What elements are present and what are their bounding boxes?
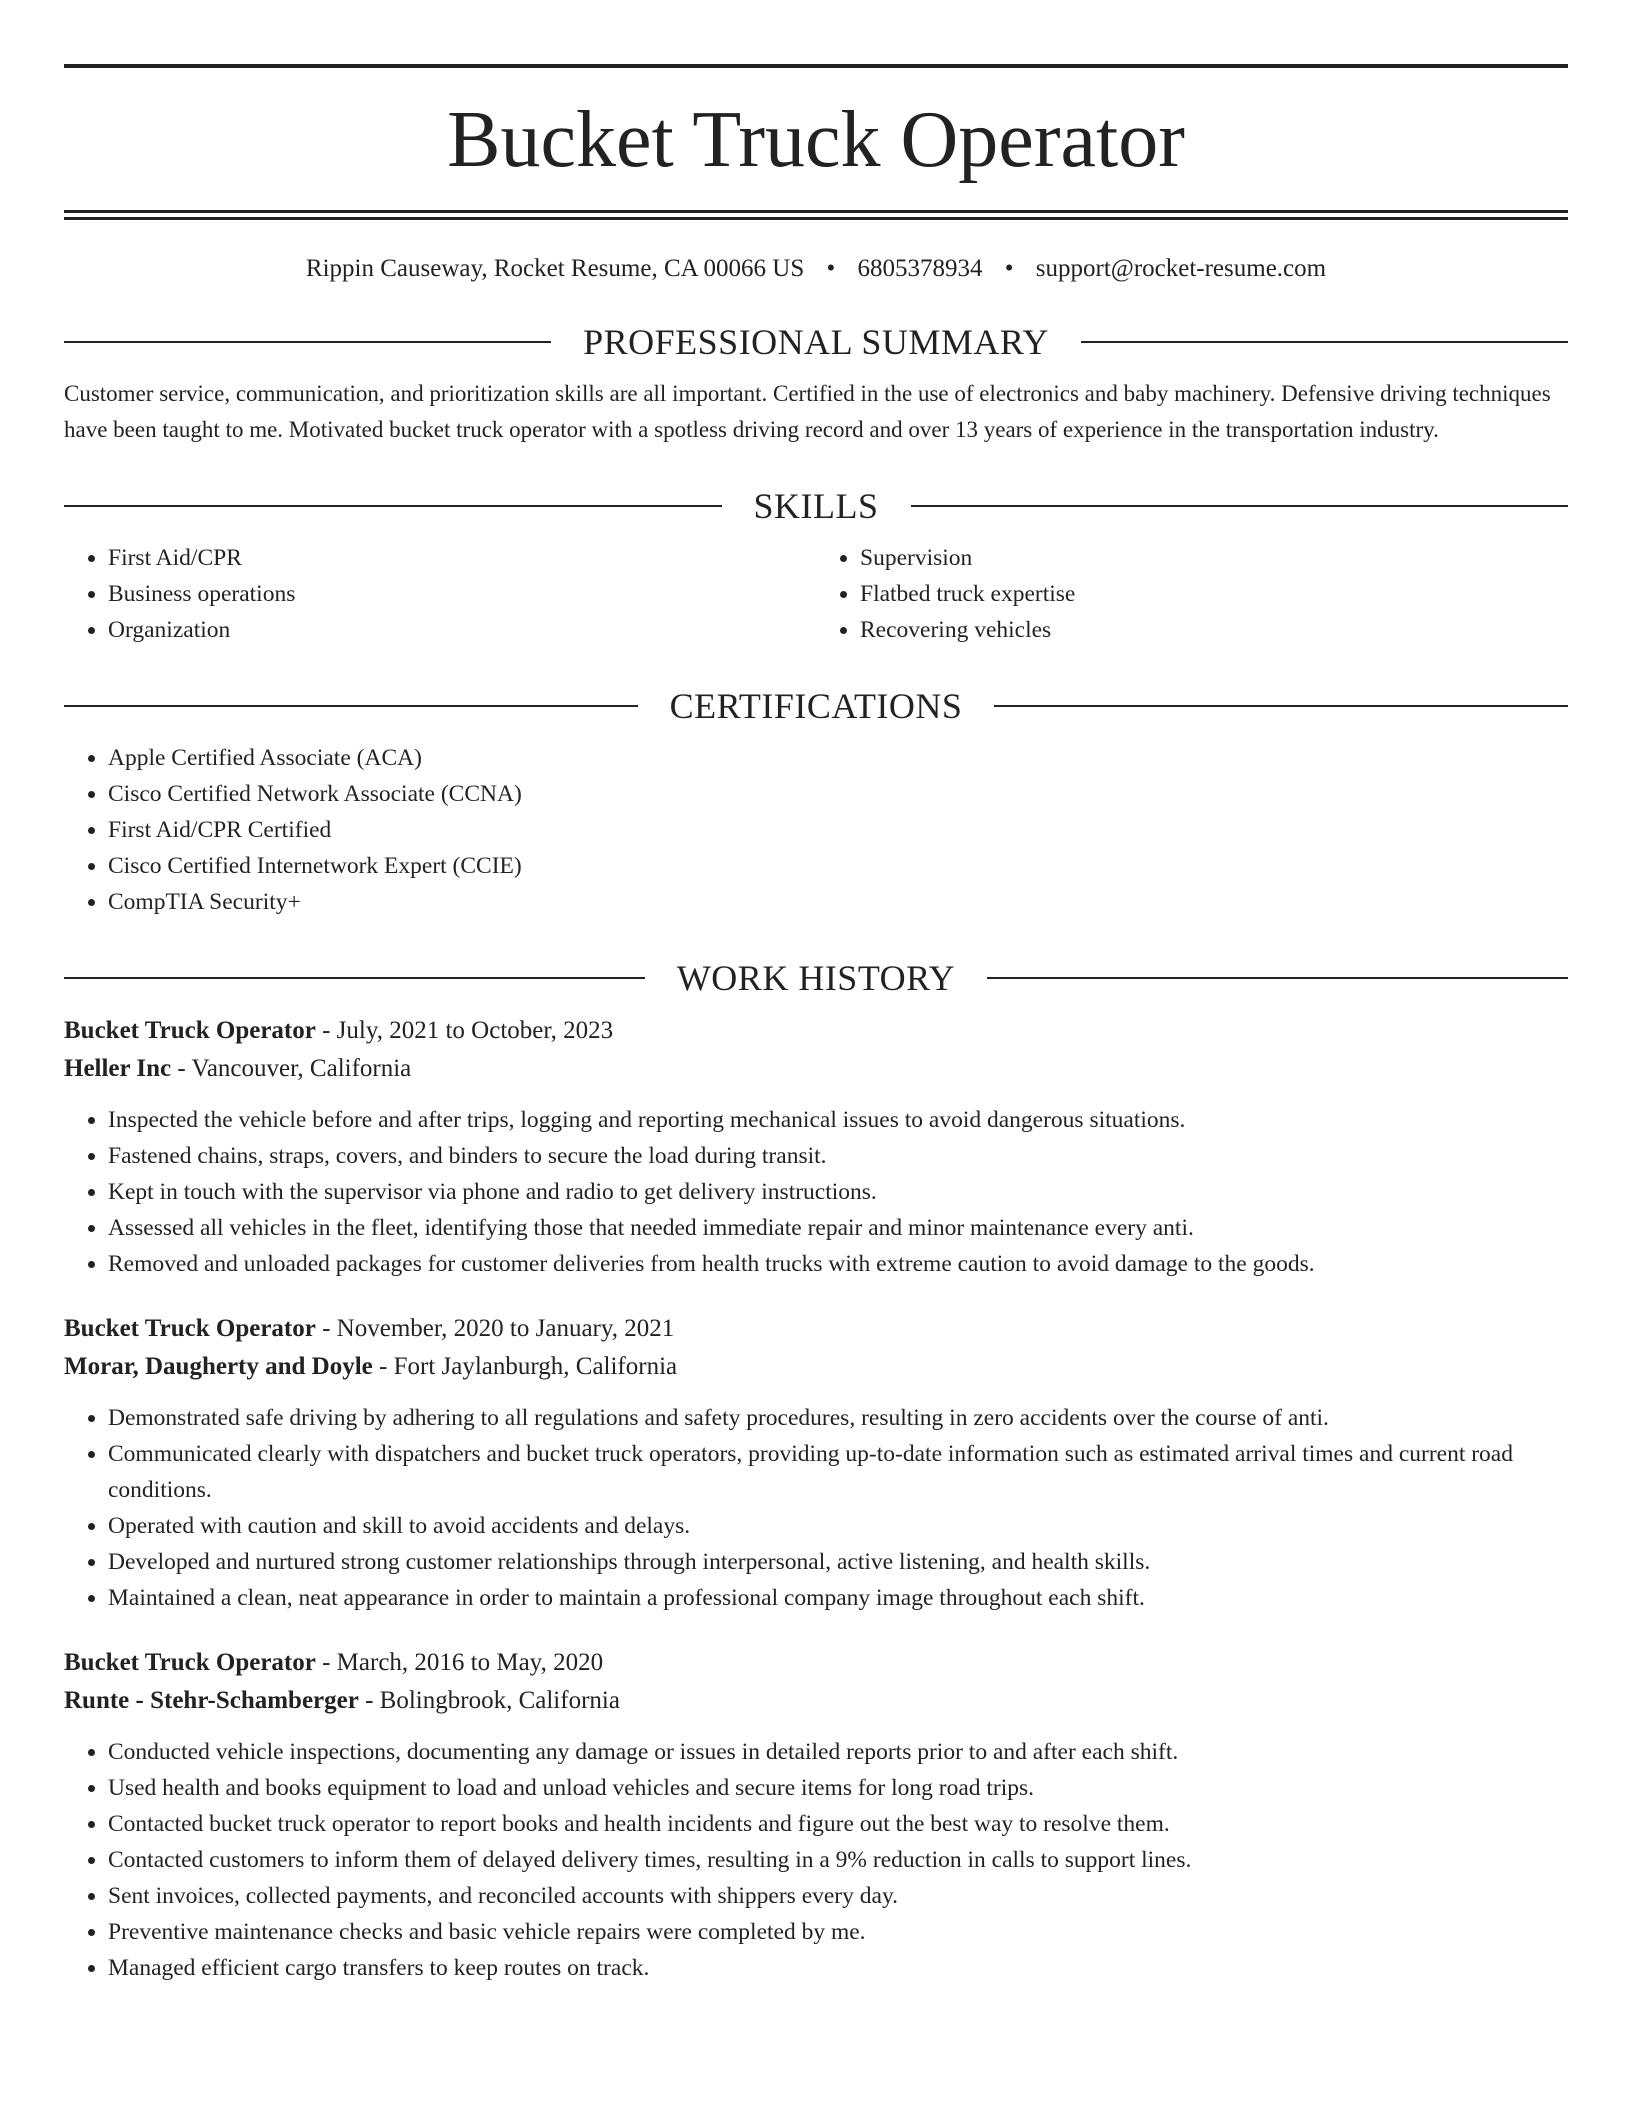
- summary-text: Customer service, communication, and prioritization skills are all important. Certified in the use of electronics and baby machinery. Defensive driving techniques have been taught to me. Motivated bucket truck operator with a spotless driving record and over 13 years of experience in the transportation industry.: [64, 381, 1551, 442]
- job-company: Morar, Daugherty and Doyle: [64, 1353, 373, 1380]
- certification-item: • Cisco Certified Network Associate (CCNA): [108, 776, 1568, 812]
- job-bullet: • Sent invoices, collected payments, and reconciled accounts with shippers every day.: [108, 1878, 1568, 1914]
- divider: [911, 505, 1569, 507]
- job-bullets: [64, 1734, 1568, 1986]
- job-bullet: • Demonstrated safe driving by adhering to all regulations and safety procedures, resulting in zero accidents over the course of anti.: [108, 1400, 1568, 1436]
- section-header-skills: [64, 488, 1568, 524]
- job-company: Runte - Stehr-Schamberger: [64, 1687, 359, 1714]
- certification-item: • First Aid/CPR Certified: [108, 812, 1568, 848]
- job-title-line: [64, 1310, 1568, 1348]
- section-title-work-history: WORK HISTORY: [676, 958, 956, 998]
- job-bullet: • Contacted customers to inform them of delayed delivery times, resulting in a 9% reduction in calls to support lines.: [108, 1842, 1568, 1878]
- job-dates: - November, 2020 to January, 2021: [315, 1315, 675, 1342]
- job-title: Bucket Truck Operator: [64, 1315, 316, 1342]
- job-title: Bucket Truck Operator: [64, 1649, 316, 1676]
- certification-item: • Cisco Certified Internetwork Expert (CCIE): [108, 848, 1568, 884]
- job-bullet: • Communicated clearly with dispatchers and bucket truck operators, providing up-to-date information such as estimated arrival times and current road conditions.: [108, 1436, 1568, 1508]
- job-bullet: • Fastened chains, straps, covers, and binders to secure the load during transit.: [108, 1138, 1568, 1174]
- divider: [64, 977, 645, 979]
- job-title-line: [64, 1644, 1568, 1682]
- contact-phone: 6805378934: [857, 255, 983, 282]
- title-double-rule: [64, 210, 1568, 220]
- divider: [64, 705, 638, 707]
- section-title-summary: PROFESSIONAL SUMMARY: [583, 322, 1049, 362]
- skill-item: • Business operations: [108, 576, 816, 612]
- section-header-certifications: [64, 688, 1568, 724]
- skills-column-left: [64, 540, 816, 648]
- resume-title: Bucket Truck Operator: [447, 96, 1185, 184]
- divider: [994, 705, 1568, 707]
- skill-item: • Flatbed truck expertise: [860, 576, 1568, 612]
- job-bullet: • Removed and unloaded packages for customer deliveries from health trucks with extreme caution to avoid damage to the goods.: [108, 1246, 1568, 1282]
- job-bullets: [64, 1102, 1568, 1282]
- skill-item: • Recovering vehicles: [860, 612, 1568, 648]
- job-bullet: • Inspected the vehicle before and after trips, logging and reporting mechanical issues to avoid dangerous situations.: [108, 1102, 1568, 1138]
- job-location: - Vancouver, California: [171, 1055, 412, 1082]
- job-location: - Fort Jaylanburgh, California: [372, 1353, 678, 1380]
- job-entry: [64, 1012, 1568, 1282]
- top-rule: [64, 64, 1568, 68]
- job-dates: - March, 2016 to May, 2020: [315, 1649, 604, 1676]
- section-title-skills: SKILLS: [753, 486, 879, 526]
- job-company-line: [64, 1348, 1568, 1386]
- divider: [64, 505, 722, 507]
- job-company-line: [64, 1682, 1568, 1720]
- certification-item: • CompTIA Security+: [108, 884, 1568, 920]
- certification-item: • Apple Certified Associate (ACA): [108, 740, 1568, 776]
- job-bullet: • Maintained a clean, neat appearance in order to maintain a professional company image throughout each shift.: [108, 1580, 1568, 1616]
- job-bullet: • Developed and nurtured strong customer relationships through interpersonal, active listening, and health skills.: [108, 1544, 1568, 1580]
- contact-line: [64, 254, 1568, 284]
- contact-email: support@rocket-resume.com: [1035, 255, 1327, 282]
- job-bullet: • Managed efficient cargo transfers to keep routes on track.: [108, 1950, 1568, 1986]
- divider: [1081, 341, 1568, 343]
- job-bullet: • Conducted vehicle inspections, documenting any damage or issues in detailed reports prior to and after each shift.: [108, 1734, 1568, 1770]
- job-entry: [64, 1644, 1568, 1986]
- contact-separator: •: [826, 255, 836, 282]
- job-bullets: [64, 1400, 1568, 1616]
- section-header-work-history: [64, 960, 1568, 996]
- job-bullet: • Kept in touch with the supervisor via phone and radio to get delivery instructions.: [108, 1174, 1568, 1210]
- divider: [987, 977, 1568, 979]
- skill-item: • Organization: [108, 612, 816, 648]
- job-bullet: • Contacted bucket truck operator to report books and health incidents and figure out the best way to resolve them.: [108, 1806, 1568, 1842]
- certifications-list: [64, 740, 1568, 920]
- job-bullet: • Operated with caution and skill to avoid accidents and delays.: [108, 1508, 1568, 1544]
- divider: [64, 341, 551, 343]
- job-bullet: • Assessed all vehicles in the fleet, identifying those that needed immediate repair and minor maintenance every anti.: [108, 1210, 1568, 1246]
- job-location: - Bolingbrook, California: [358, 1687, 620, 1714]
- job-bullet: • Preventive maintenance checks and basic vehicle repairs were completed by me.: [108, 1914, 1568, 1950]
- section-title-certifications: CERTIFICATIONS: [669, 686, 963, 726]
- job-title: Bucket Truck Operator: [64, 1017, 316, 1044]
- skill-item: • First Aid/CPR: [108, 540, 816, 576]
- job-company: Heller Inc: [64, 1055, 172, 1082]
- contact-separator: •: [1004, 255, 1014, 282]
- skill-item: • Supervision: [860, 540, 1568, 576]
- skills-list: [64, 540, 1568, 648]
- job-entry: [64, 1310, 1568, 1616]
- job-dates: - July, 2021 to October, 2023: [315, 1017, 614, 1044]
- job-bullet: • Used health and books equipment to load and unload vehicles and secure items for long road trips.: [108, 1770, 1568, 1806]
- job-title-line: [64, 1012, 1568, 1050]
- contact-address: Rippin Causeway, Rocket Resume, CA 00066 US: [305, 255, 805, 282]
- section-header-summary: [64, 324, 1568, 360]
- job-company-line: [64, 1050, 1568, 1088]
- skills-column-right: [816, 540, 1568, 648]
